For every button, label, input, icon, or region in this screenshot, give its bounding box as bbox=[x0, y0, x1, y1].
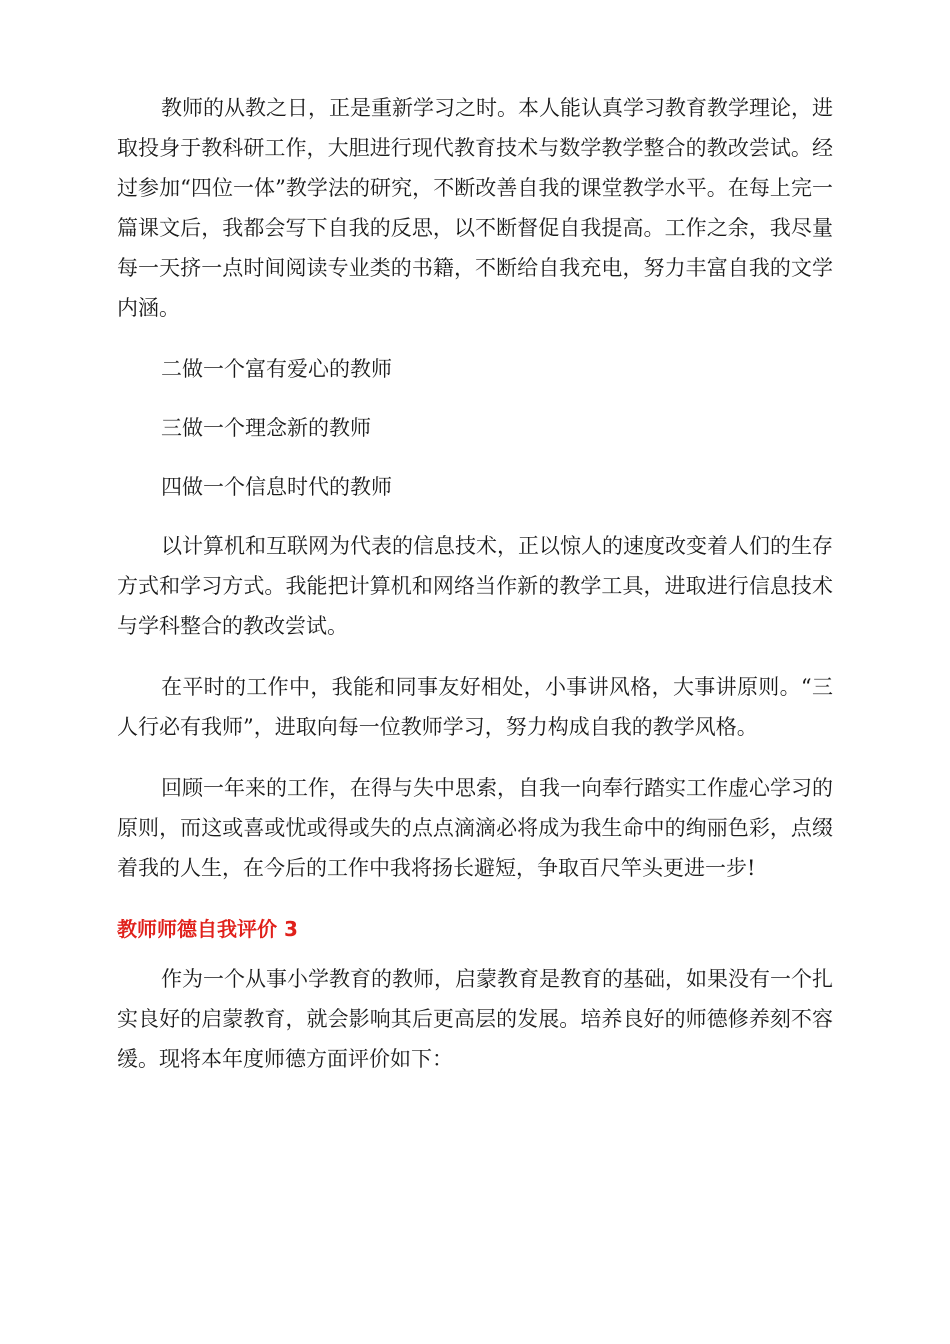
paragraph-review: 回顾一年来的工作，在得与失中思索，自我一向奉行踏实工作虚心学习的原则，而这或喜或忧或得或失的点点滴滴必将成为我生命中的绚丽色彩，点缀着我的人生，在今后的工作中我将扬长避短，争取百尺竿头更进一步! bbox=[117, 776, 833, 880]
paragraph-self-study: 教师的从教之日，正是重新学习之时。本人能认真学习教育教学理论，进取投身于教科研工作，大胆进行现代教育技术与数学教学整合的教改尝试。经过参加“四位一体”教学法的研究，不断改善自我的课堂教学水平。在每上完一篇课文后，我都会写下自我的反思，以不断督促自我提高。工作之余，我尽量每一天挤一点时间阅读专业类的书籍，不断给自我充电，努力丰富自我的文学内涵。 bbox=[117, 96, 833, 320]
item-new-ideas-teacher: 三做一个理念新的教师 bbox=[161, 416, 371, 440]
paragraph-intro-enlightenment: 作为一个从事小学教育的教师，启蒙教育是教育的基础，如果没有一个扎实良好的启蒙教育，就会影响其后更高层的发展。培养良好的师德修养刻不容缓。现将本年度师德方面评价如下： bbox=[117, 967, 833, 1071]
item-caring-teacher: 二做一个富有爱心的教师 bbox=[161, 357, 392, 381]
section-title: 教师师德自我评价 3 bbox=[117, 917, 298, 941]
document-body bbox=[117, 88, 833, 1100]
item-info-age-teacher: 四做一个信息时代的教师 bbox=[161, 475, 392, 499]
paragraph-colleagues: 在平时的工作中，我能和同事友好相处，小事讲风格，大事讲原则。“三人行必有我师”，进取向每一位教师学习，努力构成自我的教学风格。 bbox=[117, 675, 833, 739]
paragraph-info-tech: 以计算机和互联网为代表的信息技术，正以惊人的速度改变着人们的生存方式和学习方式。我能把计算机和网络当作新的教学工具，进取进行信息技术与学科整合的教改尝试。 bbox=[117, 534, 833, 638]
